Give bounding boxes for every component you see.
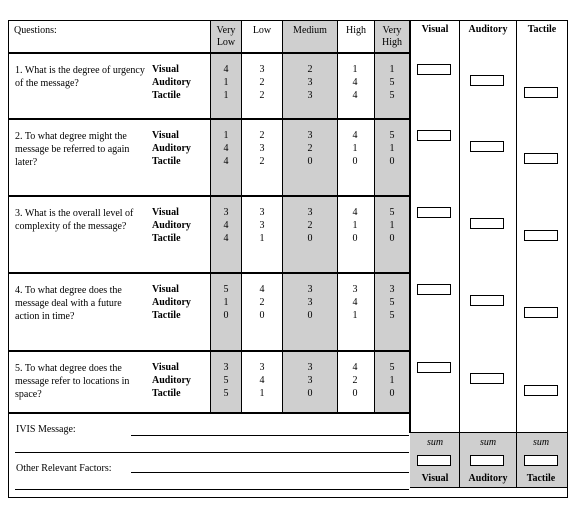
col-divider-very-high <box>409 20 411 433</box>
rating-value: 1 <box>352 220 358 231</box>
rating-value: 1 <box>389 375 395 386</box>
rating-value: 3 <box>259 143 265 154</box>
row-divider-3 <box>8 272 410 274</box>
rating-value: 1 <box>389 64 395 75</box>
rating-value: 5 <box>223 388 229 399</box>
rating-value: 3 <box>223 362 229 373</box>
rating-value: 4 <box>223 64 229 75</box>
rating-value: 0 <box>307 388 313 399</box>
rating-value: 3 <box>259 220 265 231</box>
scale-header-low: Low <box>252 25 272 36</box>
sum-footer-auditory: Auditory <box>468 473 508 484</box>
modality-label: Auditory <box>152 77 191 88</box>
rating-value: 3 <box>223 207 229 218</box>
rating-value: 3 <box>352 284 358 295</box>
question-text: 2. To what degree might the message be referred to again later? <box>15 131 130 168</box>
rating-value: 0 <box>389 156 395 167</box>
rating-value: 5 <box>389 297 395 308</box>
questions-header: Questions: <box>14 25 57 36</box>
score-input-auditory[interactable] <box>470 373 504 384</box>
modality-label: Auditory <box>152 220 191 231</box>
sum-input-visual[interactable] <box>417 455 451 466</box>
score-input-visual[interactable] <box>417 284 451 295</box>
rating-value: 5 <box>389 77 395 88</box>
rating-value: 3 <box>259 362 265 373</box>
rating-value: 1 <box>389 143 395 154</box>
rating-value: 5 <box>389 362 395 373</box>
sum-label-auditory: sum <box>479 437 497 448</box>
scale-header-very-low: Very Low <box>216 25 236 48</box>
table-bottom-divider <box>8 412 410 414</box>
modality-label: Visual <box>152 130 179 141</box>
row-divider-1 <box>8 118 410 120</box>
rating-value: 2 <box>259 156 265 167</box>
rating-value: 1 <box>389 220 395 231</box>
score-input-tactile[interactable] <box>524 230 558 241</box>
other-factors-line-2 <box>15 489 409 490</box>
rating-value: 0 <box>352 388 358 399</box>
rating-value: 2 <box>259 77 265 88</box>
score-input-auditory[interactable] <box>470 295 504 306</box>
score-input-tactile[interactable] <box>524 153 558 164</box>
modality-header-auditory: Auditory <box>468 24 508 35</box>
rating-value: 3 <box>307 130 313 141</box>
rating-value: 2 <box>307 143 313 154</box>
ivis-message-line <box>131 435 409 436</box>
modality-label: Visual <box>152 207 179 218</box>
rating-value: 0 <box>389 388 395 399</box>
col-divider-questions <box>210 20 211 413</box>
rating-value: 4 <box>352 362 358 373</box>
rating-value: 3 <box>259 207 265 218</box>
scale-header-high: High <box>346 25 366 36</box>
rating-value: 0 <box>352 156 358 167</box>
rating-value: 1 <box>259 233 265 244</box>
score-input-visual[interactable] <box>417 130 451 141</box>
modality-label: Tactile <box>152 90 181 101</box>
rating-value: 3 <box>259 64 265 75</box>
rating-value: 2 <box>259 130 265 141</box>
sum-label-tactile: sum <box>532 437 550 448</box>
rating-value: 1 <box>352 310 358 321</box>
modality-label: Visual <box>152 362 179 373</box>
modality-label: Visual <box>152 284 179 295</box>
rating-value: 0 <box>307 156 313 167</box>
rating-value: 1 <box>352 143 358 154</box>
col-divider-medium <box>337 20 338 413</box>
col-divider-visual <box>459 20 460 488</box>
rating-value: 2 <box>259 90 265 101</box>
score-input-visual[interactable] <box>417 362 451 373</box>
sum-footer-visual: Visual <box>421 473 449 484</box>
rating-value: 5 <box>223 284 229 295</box>
score-input-auditory[interactable] <box>470 141 504 152</box>
rating-value: 0 <box>389 233 395 244</box>
rating-value: 3 <box>389 284 395 295</box>
rating-value: 2 <box>259 297 265 308</box>
col-divider-low <box>282 20 283 413</box>
outer-right-border <box>567 20 568 498</box>
rating-value: 3 <box>307 297 313 308</box>
col-divider-very-low <box>241 20 242 413</box>
rating-value: 3 <box>307 77 313 88</box>
modality-label: Visual <box>152 64 179 75</box>
score-input-auditory[interactable] <box>470 75 504 86</box>
modality-label: Auditory <box>152 143 191 154</box>
question-text: 3. What is the overall level of complexity of the message? <box>15 208 134 232</box>
scale-header-medium: Medium <box>293 25 327 36</box>
rating-value: 4 <box>223 143 229 154</box>
rating-value: 0 <box>352 233 358 244</box>
sum-top-line <box>410 432 568 433</box>
score-input-tactile[interactable] <box>524 87 558 98</box>
modality-label: Tactile <box>152 156 181 167</box>
rating-value: 5 <box>389 310 395 321</box>
rating-value: 3 <box>307 362 313 373</box>
col-divider-auditory <box>516 20 517 488</box>
other-factors-line <box>131 472 409 473</box>
ivis-message-line-2 <box>15 452 409 453</box>
row-divider-4 <box>8 350 410 352</box>
score-input-visual[interactable] <box>417 207 451 218</box>
sum-footer-tactile: Tactile <box>526 473 556 484</box>
sum-input-tactile[interactable] <box>524 455 558 466</box>
rating-value: 3 <box>307 207 313 218</box>
question-text: 5. To what degree does the message refer to locations in space? <box>15 363 130 400</box>
rating-value: 1 <box>223 297 229 308</box>
rating-value: 4 <box>352 297 358 308</box>
header-divider <box>8 52 410 54</box>
rating-value: 4 <box>223 233 229 244</box>
outer-left-border <box>8 20 9 498</box>
modality-label: Tactile <box>152 388 181 399</box>
other-factors-label: Other Relevant Factors: <box>16 463 112 474</box>
rating-value: 4 <box>352 207 358 218</box>
col-divider-high <box>374 20 375 413</box>
modality-label: Tactile <box>152 310 181 321</box>
sum-input-auditory[interactable] <box>470 455 504 466</box>
rating-value: 5 <box>223 375 229 386</box>
score-input-tactile[interactable] <box>524 385 558 396</box>
rating-value: 5 <box>389 130 395 141</box>
rating-value: 3 <box>307 90 313 101</box>
rating-value: 1 <box>223 90 229 101</box>
rating-value: 5 <box>389 207 395 218</box>
rating-value: 4 <box>223 220 229 231</box>
modality-header-tactile: Tactile <box>527 24 557 35</box>
modality-header-visual: Visual <box>421 24 449 35</box>
sum-bottom-line <box>410 487 568 488</box>
rating-value: 4 <box>259 284 265 295</box>
modality-label: Tactile <box>152 233 181 244</box>
outer-bottom-border <box>8 497 568 498</box>
rating-value: 0 <box>307 233 313 244</box>
rating-value: 3 <box>307 284 313 295</box>
score-input-tactile[interactable] <box>524 307 558 318</box>
rating-value: 2 <box>307 220 313 231</box>
rating-value: 4 <box>352 130 358 141</box>
rating-value: 2 <box>307 64 313 75</box>
rating-value: 0 <box>259 310 265 321</box>
rating-value: 3 <box>307 375 313 386</box>
sum-label-visual: sum <box>426 437 444 448</box>
score-input-visual[interactable] <box>417 64 451 75</box>
ivis-message-label: IVIS Message: <box>16 424 76 435</box>
score-input-auditory[interactable] <box>470 218 504 229</box>
rating-value: 0 <box>223 310 229 321</box>
rating-value: 1 <box>259 388 265 399</box>
outer-top-border <box>8 20 568 21</box>
rating-value: 1 <box>352 64 358 75</box>
rating-value: 2 <box>352 375 358 386</box>
rating-value: 4 <box>352 77 358 88</box>
rating-value: 0 <box>307 310 313 321</box>
question-text: 1. What is the degree of urgency of the message? <box>15 65 145 89</box>
rating-value: 4 <box>352 90 358 101</box>
scale-header-very-high: Very High <box>382 25 402 48</box>
rating-value: 1 <box>223 130 229 141</box>
row-divider-2 <box>8 195 410 197</box>
rating-value: 4 <box>259 375 265 386</box>
rating-value: 1 <box>223 77 229 88</box>
modality-label: Auditory <box>152 297 191 308</box>
question-text: 4. To what degree does the message deal with a future action in time? <box>15 285 122 322</box>
modality-label: Auditory <box>152 375 191 386</box>
rating-value: 4 <box>223 156 229 167</box>
rating-value: 5 <box>389 90 395 101</box>
